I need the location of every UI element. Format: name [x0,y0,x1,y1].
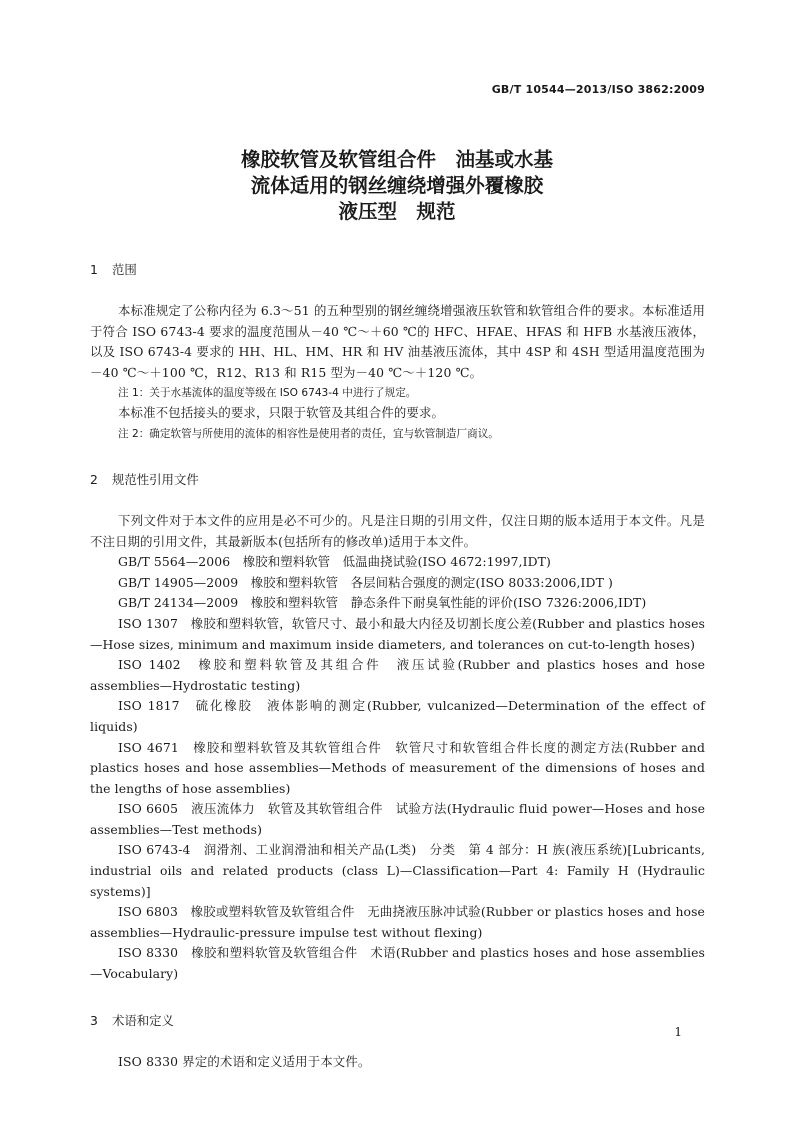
reference-item: GB/T 14905—2009 橡胶和塑料软管 各层间粘合强度的测定(ISO 8033:2006,IDT ) [118,574,613,590]
standard-code: GB/T 10544—2013/ISO 3862:2009 [491,83,705,96]
section-heading-scope [90,258,705,282]
document-title [0,147,794,225]
note-1: 注 1：关于水基流体的温度等级在 ISO 6743-4 中进行了规定。 [118,387,417,400]
reference-item: ISO 4671 橡胶和塑料软管及其软管组合件 软管尺寸和软管组合件长度的测定方法(Rubber and plastics hoses and hose assemblies—Methods of measurement of the dimensions of hoses and the lengths of hose assemblies) [90,739,705,796]
section-number: 1 [90,262,98,277]
reference-item: ISO 1402 橡胶和塑料软管及其组合件 液压试验(Rubber and plastics hoses and hose assemblies—Hydrostatic testing) [90,657,705,693]
section-heading-normative-references [90,468,705,492]
reference-item: ISO 1817 硫化橡胶 液体影响的测定(Rubber, vulcanized—Determination of the effect of liquids) [90,698,705,734]
reference-item: GB/T 5564—2006 橡胶和塑料软管 低温曲挠试验(ISO 4672:1997,IDT) [118,554,551,570]
reference-item: ISO 8330 橡胶和塑料软管及软管组合件 术语(Rubber and plastics hoses and hose assemblies—Vocabulary) [90,945,705,982]
section-title: 术语和定义 [112,1012,174,1028]
section-number: 2 [90,471,98,487]
reference-item: ISO 1307 橡胶和塑料软管，软管尺寸、最小和最大内径及切割长度公差(Rubber and plastics hoses—Hose sizes, minimum and maximum inside diameters, and tolerances on cut-to-length hoses) [90,615,705,652]
section-number: 3 [90,1012,98,1028]
section-title: 规范性引用文件 [112,471,199,487]
reference-item: ISO 6605 液压流体力 软管及其软管组合件 试验方法(Hydraulic fluid power—Hoses and hose assemblies—Test methods) [90,801,705,837]
scope-exclusion-paragraph: 本标准不包括接头的要求，只限于软管及其组合件的要求。 [118,405,445,421]
section-heading-terms [90,1009,705,1033]
section-title: 范围 [112,262,137,277]
title-line-1: 橡胶软管及软管组合件 油基或水基 [240,148,553,171]
page-number: 1 [674,1025,682,1039]
reference-item: ISO 6743-4 润滑剂、工业润滑油和相关产品(L类) 分类 第 4 部分：H 族(液压系统)[Lubricants, industrial oils and related products (class L)—Classification—Part 4: Family H (Hydraulic systems)] [90,842,705,899]
scope-paragraph: 本标准规定了公称内径为 6.3～51 的五种型别的钢丝缠绕增强液压软管和软管组合件的要求。本标准适用于符合 ISO 6743-4 要求的温度范围从－40 ℃～＋60 ℃的 HFC、HFAE、HFAS 和 HFB 水基液压液体，以及 ISO 6743-4 要求的 HH、HL、HM、HR 和 HV 油基液压流体，其中 4SP 和 4SH 型适用温度范围为－40 ℃～＋100 ℃，R12、R13 和 R15 型为－40 ℃～＋120 ℃。 [90,303,705,380]
reference-item: GB/T 24134—2009 橡胶和塑料软管 静态条件下耐臭氧性能的评价(ISO 7326:2006,IDT) [118,595,647,611]
references-intro: 下列文件对于本文件的应用是必不可少的。凡是注日期的引用文件，仅注日期的版本适用于本文件。凡是不注日期的引用文件，其最新版本(包括所有的修改单)适用于本文件。 [90,512,705,549]
title-line-3: 液压型 规范 [338,200,456,223]
title-line-2: 流体适用的钢丝缠绕增强外覆橡胶 [250,174,544,197]
terms-paragraph: ISO 8330 界定的术语和定义适用于本文件。 [118,1053,371,1069]
reference-list [90,552,705,984]
reference-item: ISO 6803 橡胶或塑料软管及软管组合件 无曲挠液压脉冲试验(Rubber or plastics hoses and hose assemblies—Hydraulic-pressure impulse test without flexing) [90,904,705,940]
note-2: 注 2：确定软管与所使用的流体的相容性是使用者的责任，宜与软管制造厂商议。 [118,427,499,440]
document-body [90,258,705,1072]
